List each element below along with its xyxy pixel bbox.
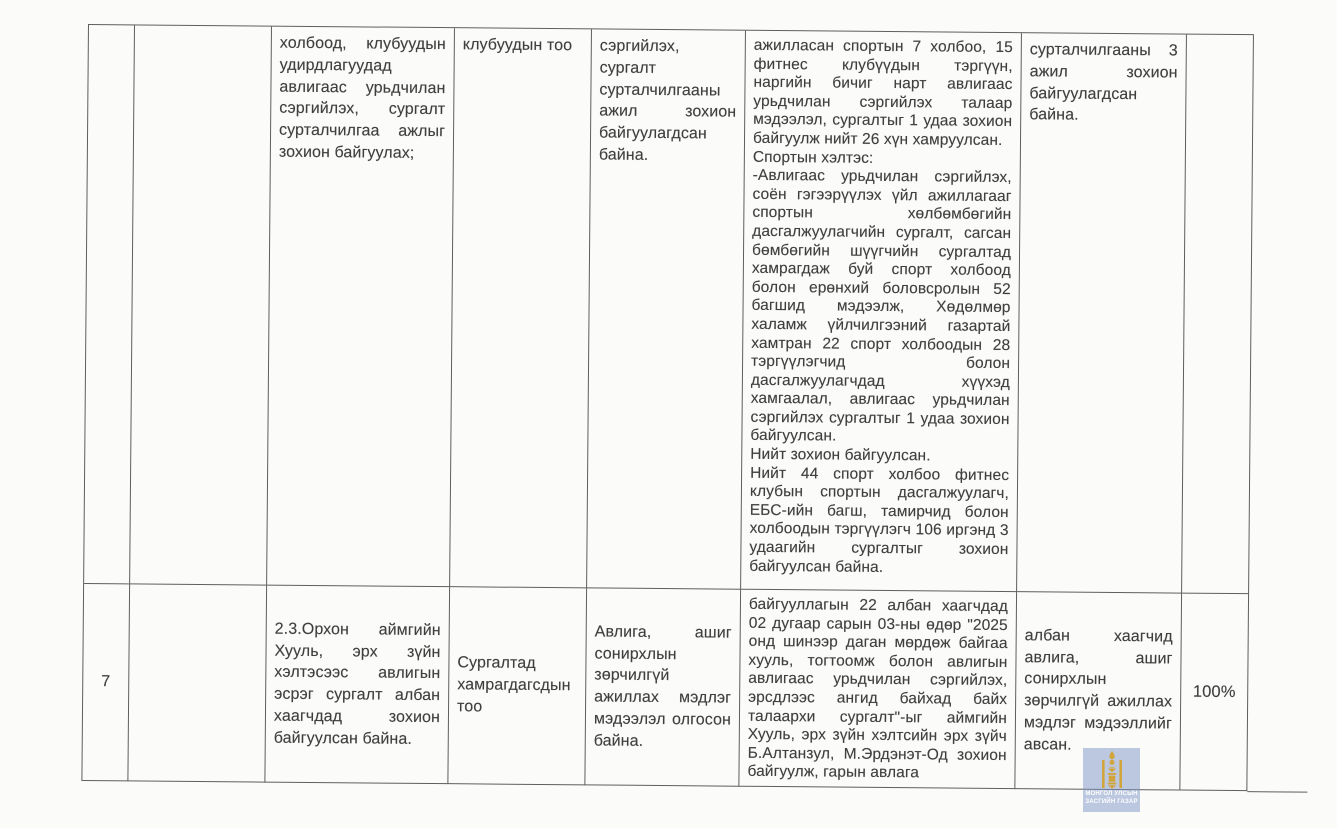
government-logo-text-line1: МОНГОЛ УЛСЫН (1085, 791, 1138, 797)
result-cell (1017, 33, 1187, 593)
organizer-cell (130, 25, 272, 585)
performance-paragraph: Нийт зохион байгуулсан. (750, 445, 931, 465)
government-logo (1083, 748, 1140, 812)
row-number: 7 (101, 673, 111, 691)
performance-paragraph: ажилласан спортын 7 холбоо, 15 фитнес клубүүдын тэргүүн, наргийн бичиг нарт авлигаас урьдчилан сэргийлэх талаар мэдээлэл, сургалтыг 1 удаа зохион байгуулж нийт 26 хүн хамруулсан. (752, 36, 1013, 149)
indicator-cell (450, 28, 592, 588)
target-cell (587, 29, 746, 589)
government-logo-text-line2: ЗАСГИЙН ГАЗАР (1085, 798, 1138, 805)
performance-paragraph: Нийт 44 спорт холбоо фитнес клубын спортын дасгалжуулагч, ЕБС-ийн багш, тамирчид болон холбоодын тэргүүлэгч 106 иргэнд 3 удаагийн сургалтыг зохион байгуулсан байна. (749, 464, 1010, 576)
performance-cell (739, 590, 1017, 789)
task-cell (265, 586, 450, 785)
target-text: Авлига, ашиг сонирхлын зөрчилгүй ажиллах мэдлэг мэдээлэл олгосон байна. (593, 623, 732, 750)
organizer-cell (128, 584, 267, 782)
indicator-cell (448, 587, 587, 785)
task-text: холбоод, клубуудын удирдлагуудад авлигаас урьдчилан сэргийлэх, сургалт сурталчилгаа ажлыг зохион байгуулах; (278, 34, 446, 162)
target-cell (585, 588, 741, 786)
result-text: албан хаагчид авлига, ашиг сонирхлын зөрчилгүй ажиллах мэдлэг мэдээллийг авсан. (1023, 626, 1173, 754)
task-cell (267, 27, 455, 588)
percent-value: 100% (1192, 682, 1236, 701)
table-bottom-line (1247, 791, 1307, 793)
evaluation-table (81, 24, 1254, 791)
indicator-text: клубуудын тоо (462, 36, 573, 55)
row-number-cell (84, 25, 135, 584)
soyombo-icon (1099, 751, 1125, 789)
performance-paragraph: -Авлигаас урьдчилан сэргийлэх, соён гэгээрүүлэх үйл ажиллагааг спортын хөлбөмбөгийн дасгалжуулагчийн сургалт, сагсан бөмбөгийн шүүгчийн сургалтад хамрагдаж буй спорт холбоод болон ерөнхий боловсролын 52 багшид мэдээлж, Хөдөлмөр халамж үйлчилгээний газартай хамтран 22 спорт холбоодын 28 тэргүүлэгчид болон дасгалжуулагчдад хүүхэд хамгаалал, авлигаас урьдчилан сэргийлэх сургалтыг 1 удаа зохион байгуулсан. (750, 166, 1012, 446)
performance-cell (741, 31, 1022, 592)
task-text: 2.3.Орхон аймгийн Хууль, эрх зүйн хэлтэсээс авлигын эсрэг сургалт албан хаагчдад зохион байгуулсан байна. (273, 620, 441, 748)
target-text: сэргийлэх, сургалт сурталчилгааны ажил зохион байгуулагдсан байна. (598, 37, 737, 164)
row-number-cell (82, 584, 130, 781)
percent-cell (1180, 594, 1249, 792)
percent-cell (1182, 35, 1254, 595)
result-text: сурталчилгааны 3 ажил зохион байгуулагдсан байна. (1029, 41, 1178, 124)
performance-paragraph: Спортын хэлтэс: (752, 148, 874, 167)
indicator-text: Сургалтад хамрагдагсдын тоо (456, 654, 571, 716)
performance-paragraph: байгууллагын 22 албан хаагчдад 02 дугаар сарын 03-ны өдөр "2025 онд шинээр даган мөрдөж байгаа хууль, тогтоомж болон авлигын авлигаас урьдчилан сэргийлэх, эрсдлээс ангид байхад байх талаархи сургалт"-ыг аймгийн Хууль, эрх зүйн хэлтсийн эрх зүйч Б.Алтанзул, М.Эрдэнэт-Од зохион байгуулж, гарын авлага (747, 595, 1009, 782)
